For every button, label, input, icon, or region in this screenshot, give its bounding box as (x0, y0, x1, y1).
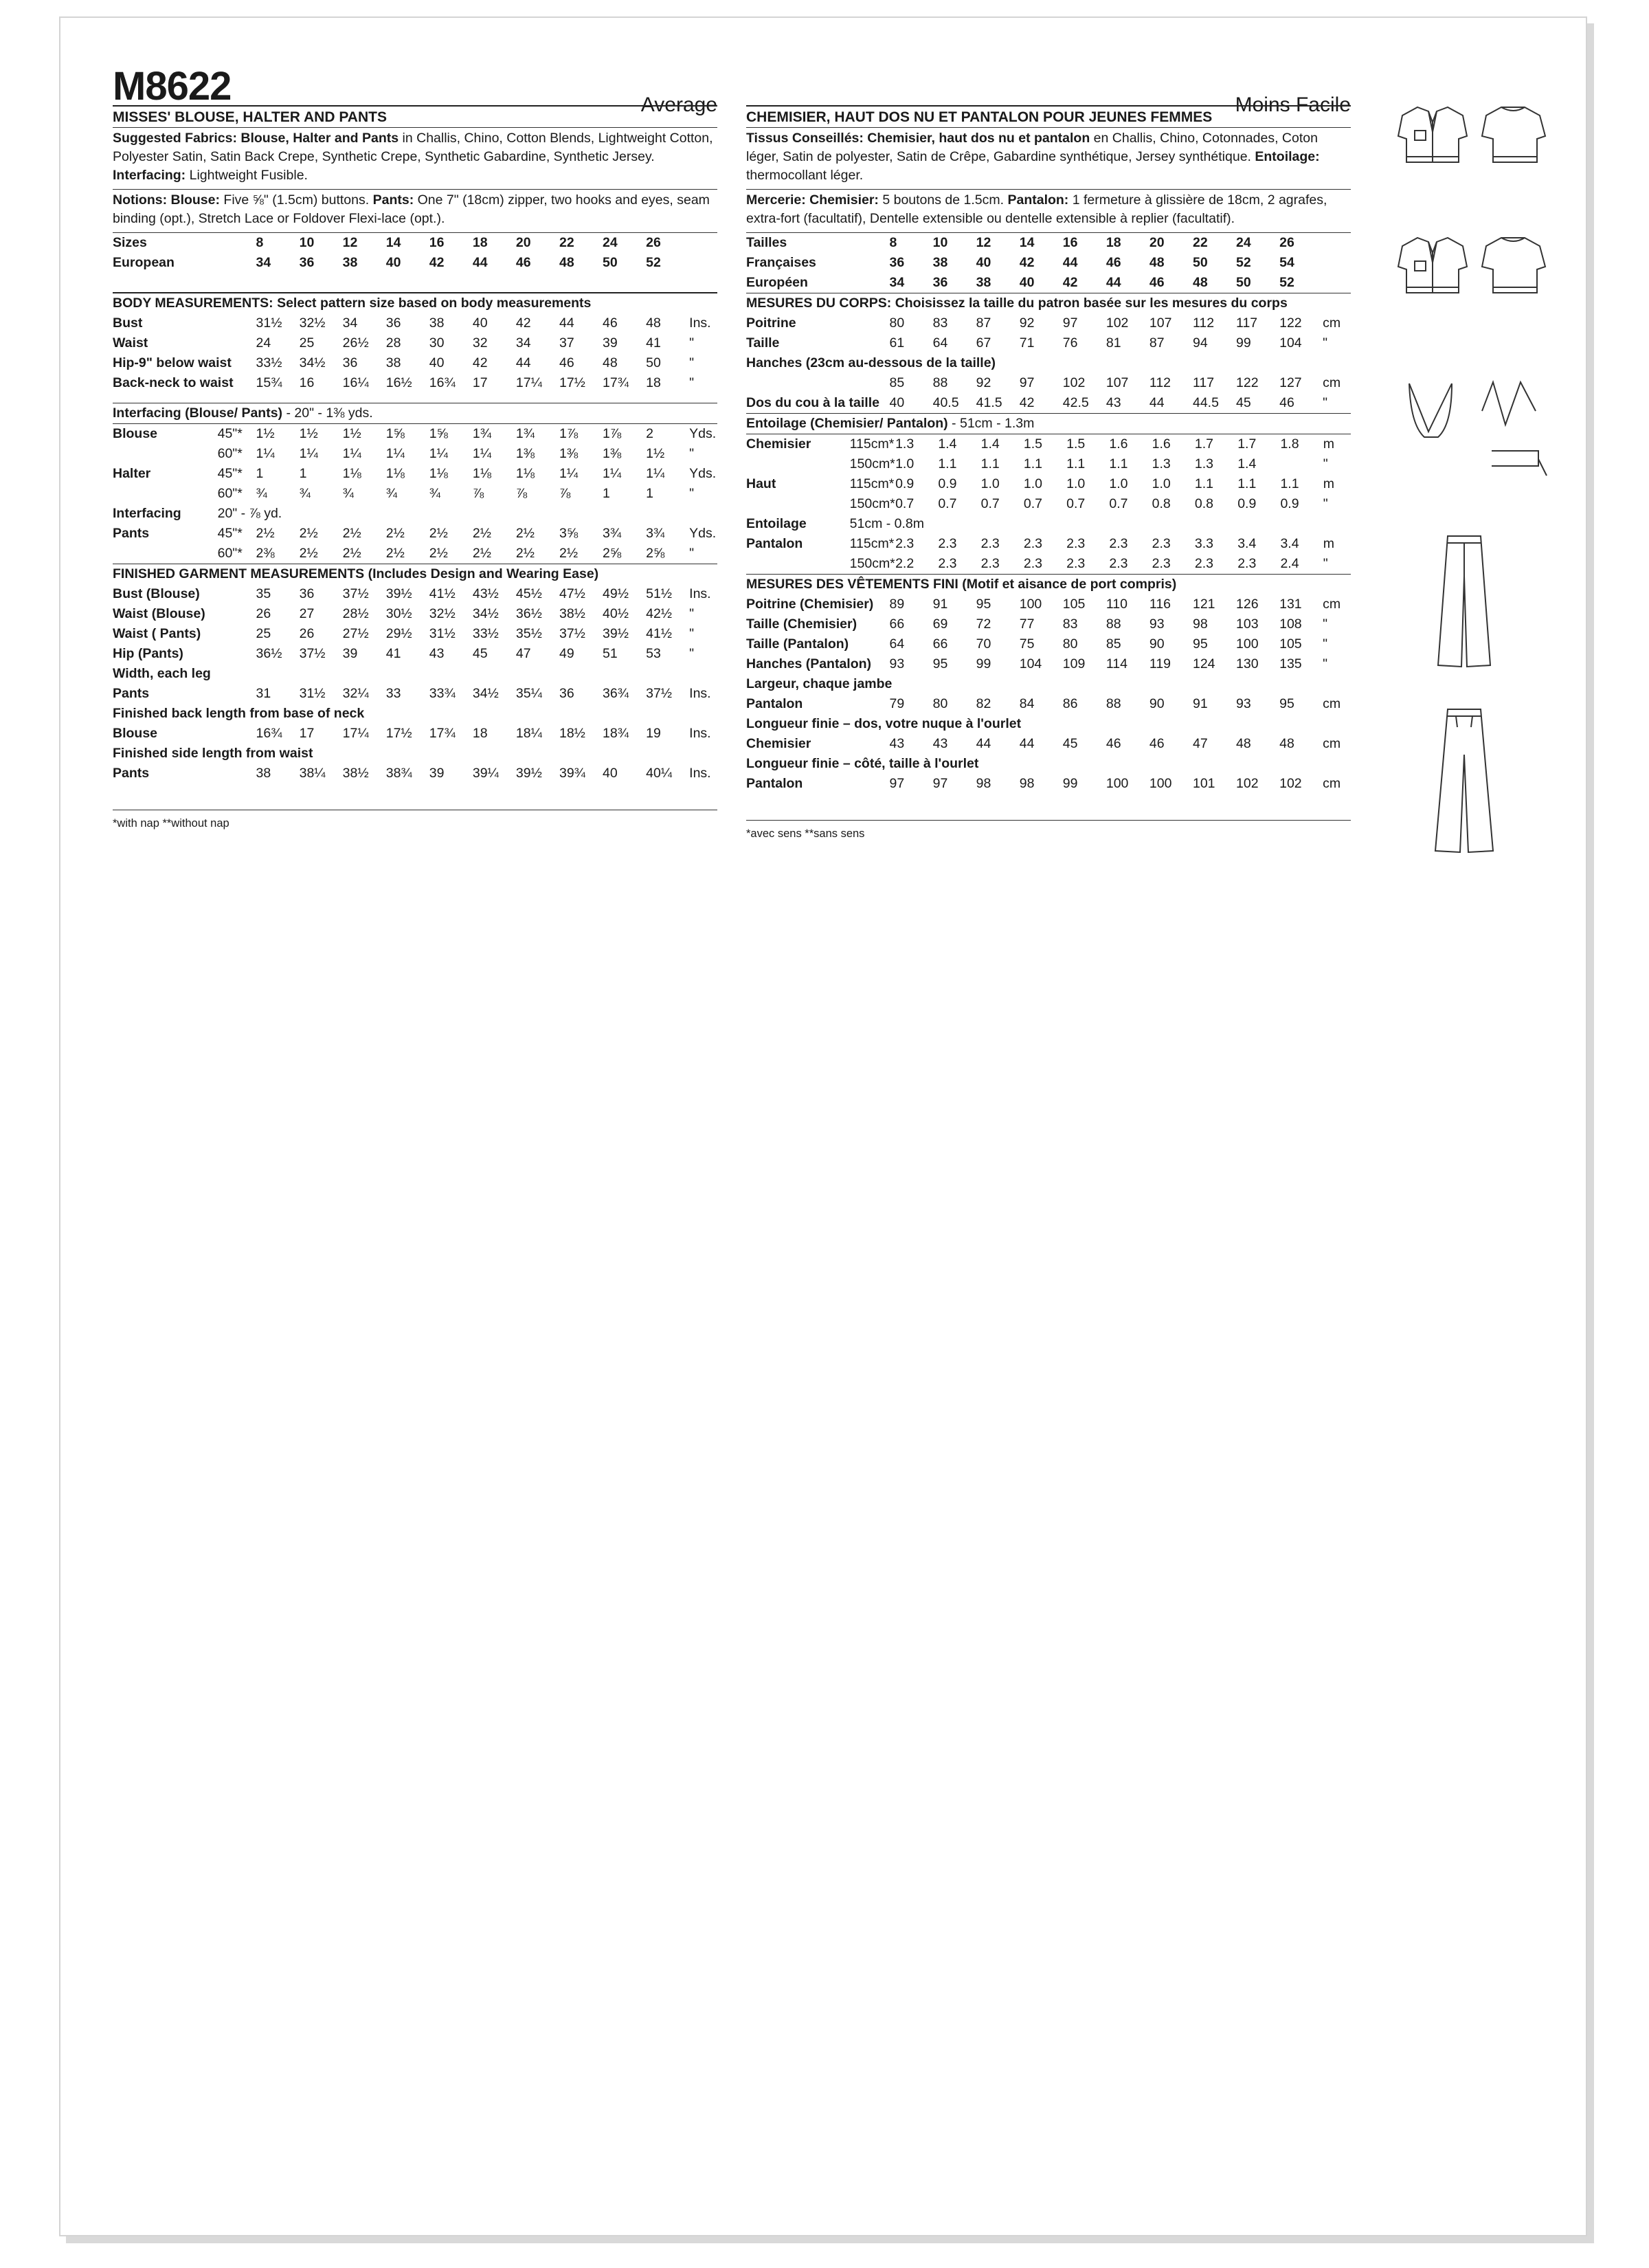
body-measurements-table (113, 313, 717, 393)
table-row: 85 88 92 97 102 107 112 117 122 127 cm (889, 375, 1341, 390)
yardage-table (113, 424, 717, 564)
table-row: Pants 31 31½ 32¼ 33 33¾ 34½ 35¼ 36 36¾ 37½ Ins. (113, 686, 711, 701)
table-row: Longueur finie – côté, taille à l'ourlet (746, 756, 979, 771)
sizes-table-fr (746, 233, 1351, 293)
table-row: Largeur, chaque jambe (746, 676, 893, 691)
table-row: Blouse 45"* 1½ 1½ 1½ 1⅝ 1⅝ 1¾ 1¾ 1⅞ 1⅞ 2 Yds. (113, 426, 717, 441)
yardage-table-fr (746, 434, 1351, 574)
pants-back-icon (1435, 709, 1493, 852)
sizes-row: Sizes 8 10 12 14 16 18 20 22 24 26 (113, 235, 661, 250)
table-row: Pants 45"* 2½ 2½ 2½ 2½ 2½ 2½ 2½ 3⅝ 3¾ 3¾ Yds. (113, 526, 717, 541)
sizes-row: Tailles 8 10 12 14 16 18 20 22 24 26 (746, 235, 1294, 250)
table-row: 60"* ¾ ¾ ¾ ¾ ¾ ⅞ ⅞ ⅞ 1 1 " (217, 486, 695, 501)
table-row: Chemisier 115cm* 1.3 1.4 1.4 1.5 1.5 1.6 1.6 1.7 1.7 1.8 m (746, 436, 1334, 452)
table-row: Interfacing 20" - ⅞ yd. (113, 506, 282, 521)
table-row: Taille 61 64 67 71 76 81 87 94 99 104 " (746, 335, 1328, 351)
footnote-fr: *avec sens **sans sens (746, 827, 865, 840)
table-row: 60"* 1¼ 1¼ 1¼ 1¼ 1¼ 1¼ 1⅜ 1⅜ 1⅜ 1½ " (217, 446, 695, 461)
table-row: Waist ( Pants) 25 26 27½ 29½ 31½ 33½ 35½ 37½ 39½ 41½ " (113, 626, 695, 641)
blouse-back-icon (1482, 107, 1545, 162)
table-row: Bust (Blouse) 35 36 37½ 39½ 41½ 43½ 45½ 47½ 49½ 51½ Ins. (113, 586, 711, 601)
table-row: Blouse 16¾ 17 17¼ 17½ 17¾ 18 18¼ 18½ 18¾ 19 Ins. (113, 726, 711, 741)
table-row: Finished side length from waist (113, 746, 313, 761)
blouse-front-icon (1398, 107, 1467, 162)
table-row: Entoilage 51cm - 0.8m (746, 516, 925, 531)
table-row: 150cm* 0.7 0.7 0.7 0.7 0.7 0.7 0.8 0.8 0.9 0.9 " (849, 496, 1328, 511)
body-measurements-title: BODY MEASUREMENTS: Select pattern size based on body measurements (113, 296, 592, 311)
pattern-title: MISSES' BLOUSE, HALTER AND PANTS (113, 109, 387, 125)
notions: Notions: Blouse: Five ⅝" (1.5cm) buttons. Pants: One 7" (18cm) zipper, two hooks and eyes, seam binding (opt.), Stretch Lace or Foldover Flexi-lace (opt.). (113, 192, 710, 226)
sizes-row: Européen 34 36 38 40 42 44 46 48 50 52 (746, 275, 1294, 290)
table-row: 150cm* 1.0 1.1 1.1 1.1 1.1 1.1 1.3 1.3 1.4 " (849, 456, 1328, 471)
sizes-table (113, 233, 717, 273)
table-row: Width, each leg (113, 666, 211, 681)
pants-front-icon (1438, 536, 1490, 667)
table-row: Pantalon 115cm* 2.3 2.3 2.3 2.3 2.3 2.3 2.3 3.3 3.4 3.4 m (746, 536, 1334, 551)
table-row: Hanches (23cm au-dessous de la taille) (746, 355, 996, 370)
table-row: Halter 45"* 1 1 1⅛ 1⅛ 1⅛ 1⅛ 1⅛ 1¼ 1¼ 1¼ Yds. (113, 466, 717, 481)
footnote: *with nap **without nap (113, 817, 229, 830)
table-row: Waist (Blouse) 26 27 28½ 30½ 32½ 34½ 36½ 38½ 40½ 42½ " (113, 606, 695, 621)
pattern-code: M8622 (113, 64, 232, 109)
finished-measurements-title: FINISHED GARMENT MEASUREMENTS (Includes Design and Wearing Ease) (113, 566, 599, 581)
suggested-fabrics-fr: Tissus Conseillés: Chemisier, haut dos nu et pantalon en Challis, Chino, Cotonnades, Coton léger, Satin de polyester, Satin de Crêpe, Gabardine synthétique, Jersey synthétique. Entoilage: thermocollant léger. (746, 131, 1320, 183)
table-row: Longueur finie – dos, votre nuque à l'ourlet (746, 716, 1022, 731)
finished-measurements-table (113, 584, 717, 783)
table-row: Hanches (Pantalon) 93 95 99 104 109 114 119 124 130 135 " (746, 656, 1328, 671)
table-row: Poitrine (Chemisier) 89 91 95 100 105 110 116 121 126 131 cm (746, 597, 1341, 612)
table-row: Bust 31½ 32½ 34 36 38 40 42 44 46 48 Ins. (113, 315, 711, 331)
body-measurements-title-fr: MESURES DU CORPS: Choisissez la taille du patron basée sur les mesures du corps (746, 296, 1288, 311)
pattern-envelope-back (59, 16, 1587, 2236)
table-row: 60"* 2⅜ 2½ 2½ 2½ 2½ 2½ 2½ 2½ 2⅝ 2⅝ " (217, 546, 695, 561)
line-art-column (1390, 102, 1555, 871)
notions-fr: Mercerie: Chemisier: 5 boutons de 1.5cm. Pantalon: 1 fermeture à glissière de 18cm, 2 agrafes, extra-fort (facultatif), Dentelle extensible ou dentelle extensible à replier (facultatif). (746, 192, 1327, 226)
table-row: Pantalon 97 97 98 98 99 100 100 101 102 102 cm (746, 776, 1341, 791)
table-row: Pants 38 38¼ 38½ 38¾ 39 39¼ 39½ 39¾ 40 40¼ Ins. (113, 766, 711, 781)
halter-front-icon (1409, 383, 1452, 437)
interfacing-line-fr: Entoilage (Chemisier/ Pantalon) - 51cm - 1.3m (746, 416, 1035, 431)
table-row: Taille (Chemisier) 66 69 72 77 83 88 93 98 103 108 " (746, 616, 1328, 632)
table-row: Haut 115cm* 0.9 0.9 1.0 1.0 1.0 1.0 1.0 1.1 1.1 1.1 m (746, 476, 1334, 491)
difficulty-level-fr: Moins Facile (1235, 93, 1351, 116)
blouse-back-icon-2 (1482, 238, 1545, 293)
difficulty-level: Average (640, 93, 717, 116)
blouse-front-icon-2 (1398, 238, 1467, 293)
table-row: Taille (Pantalon) 64 66 70 75 80 85 90 95 100 105 " (746, 636, 1328, 652)
table-row: Poitrine 80 83 87 92 97 102 107 112 117 122 cm (746, 315, 1341, 331)
table-row: Finished back length from base of neck (113, 706, 365, 721)
pattern-title-fr: CHEMISIER, HAUT DOS NU ET PANTALON POUR JEUNES FEMMES (746, 109, 1213, 125)
body-measurements-table-fr (746, 313, 1351, 413)
table-row: Back-neck to waist 15¾ 16 16¼ 16½ 16¾ 17 17¼ 17½ 17¾ 18 " (113, 375, 695, 390)
suggested-fabrics: Suggested Fabrics: Blouse, Halter and Pants in Challis, Chino, Cotton Blends, Lightweight Cotton, Polyester Satin, Satin Back Crepe, Synthetic Crepe, Synthetic Gabardine, Synthetic Jersey. Interfacing: Lightweight Fusible. (113, 131, 713, 183)
interfacing-line: Interfacing (Blouse/ Pants) - 20" - 1⅜ yds. (113, 405, 373, 421)
table-row: Pantalon 79 80 82 84 86 88 90 91 93 95 cm (746, 696, 1341, 711)
table-row: Chemisier 43 43 44 44 45 46 46 47 48 48 cm (746, 736, 1341, 751)
finished-measurements-title-fr: MESURES DES VÊTEMENTS FINI (Motif et aisance de port compris) (746, 577, 1177, 592)
table-row: Waist 24 25 26½ 28 30 32 34 37 39 41 " (113, 335, 695, 351)
sizes-row: Françaises 36 38 40 42 44 46 48 50 52 54 (746, 255, 1294, 270)
table-row: 150cm* 2.2 2.3 2.3 2.3 2.3 2.3 2.3 2.3 2.3 2.4 " (849, 556, 1328, 571)
table-row: Hip (Pants) 36½ 37½ 39 41 43 45 47 49 51 53 " (113, 646, 695, 661)
halter-back-icon (1482, 382, 1547, 476)
finished-measurements-table-fr (746, 594, 1351, 794)
table-row: Dos du cou à la taille 40 40.5 41.5 42 42.5 43 44 44.5 45 46 " (746, 395, 1328, 410)
sizes-row: European 34 36 38 40 42 44 46 48 50 52 (113, 255, 661, 270)
table-row: Hip-9" below waist 33½ 34½ 36 38 40 42 44 46 48 50 " (113, 355, 695, 370)
